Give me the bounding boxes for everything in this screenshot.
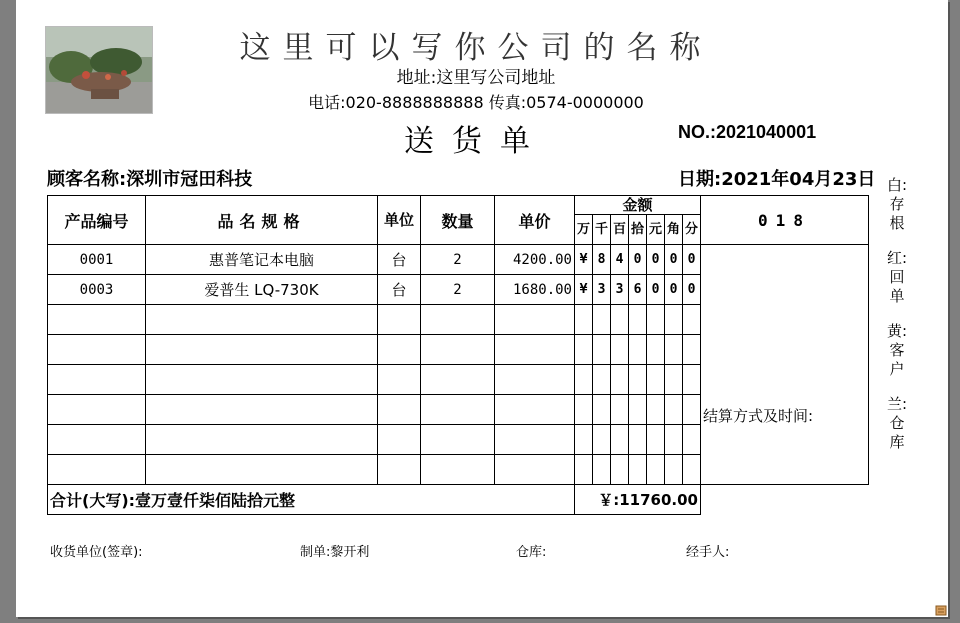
- document-date: 日期:2021年04月23日: [678, 169, 876, 190]
- customer-name: 顾客名称:深圳市冠田科技: [47, 169, 253, 190]
- header-qty: 数量: [421, 196, 495, 245]
- delivery-note-page: [16, 0, 948, 617]
- cell-digit: 3: [611, 275, 629, 305]
- settlement-label: 结算方式及时间:: [703, 407, 814, 425]
- delivery-table: [47, 195, 869, 515]
- side-note: 兰:仓库: [886, 395, 908, 451]
- total-row: [48, 485, 869, 515]
- cell-code: 0001: [48, 245, 146, 275]
- header-price: 单价: [495, 196, 575, 245]
- cell-digit: 6: [629, 275, 647, 305]
- digit-header: 百: [611, 215, 629, 245]
- cell-digit: 3: [593, 275, 611, 305]
- header-amount: 金额: [575, 196, 701, 215]
- cell-unit: 台: [378, 245, 421, 275]
- copy-color-notes: [886, 176, 908, 468]
- total-in-words: 合计(大写):壹万壹仟柒佰陆拾元整: [48, 485, 575, 515]
- cell-currency: ¥: [575, 275, 593, 305]
- digit-header: 千: [593, 215, 611, 245]
- cell-unit: 台: [378, 275, 421, 305]
- header-code: 产品编号: [48, 196, 146, 245]
- header-remark: 018: [701, 196, 869, 245]
- digit-header: 万: [575, 215, 593, 245]
- cell-digit: 0: [683, 275, 701, 305]
- side-note: 黄:客户: [886, 322, 908, 378]
- table-row: [48, 245, 869, 275]
- company-phone-fax: 电话:020-8888888888 传真:0574-0000000: [308, 93, 644, 112]
- cell-digit: 0: [683, 245, 701, 275]
- company-name: 这里可以写你公司的名称: [239, 30, 713, 66]
- cell-digit: 0: [665, 245, 683, 275]
- cell-price: 1680.00: [495, 275, 575, 305]
- digit-header: 分: [683, 215, 701, 245]
- resize-grip-icon[interactable]: [934, 603, 948, 617]
- cell-currency: ¥: [575, 245, 593, 275]
- footer-maker: 制单:黎开利: [300, 545, 370, 560]
- cell-name: 爱普生 LQ-730K: [146, 275, 378, 305]
- cell-qty: 2: [421, 275, 495, 305]
- cell-code: 0003: [48, 275, 146, 305]
- cell-digit: 8: [593, 245, 611, 275]
- cell-digit: 0: [647, 245, 665, 275]
- header-name: 品名规格: [146, 196, 378, 245]
- digit-header: 元: [647, 215, 665, 245]
- cell-digit: 0: [665, 275, 683, 305]
- footer-handler: 经手人:: [686, 545, 730, 560]
- cell-digit: 0: [647, 275, 665, 305]
- cell-qty: 2: [421, 245, 495, 275]
- digit-header: 拾: [629, 215, 647, 245]
- digit-header: 角: [665, 215, 683, 245]
- footer-receiver: 收货单位(签章):: [50, 545, 143, 560]
- header-unit: 单位: [378, 196, 421, 245]
- total-amount: ￥:11760.00: [575, 485, 701, 515]
- document-title: 送货单: [404, 124, 548, 159]
- company-address: 地址:这里写公司地址: [396, 68, 556, 88]
- cell-price: 4200.00: [495, 245, 575, 275]
- document-number: NO.:2021040001: [678, 122, 817, 142]
- cell-digit: 4: [611, 245, 629, 275]
- cell-name: 惠普笔记本电脑: [146, 245, 378, 275]
- side-note: 红:回单: [886, 249, 908, 305]
- settlement-cell: [701, 245, 869, 485]
- footer-warehouse: 仓库:: [516, 545, 547, 560]
- company-photo: [45, 26, 153, 114]
- side-note: 白:存根: [886, 176, 908, 232]
- cell-digit: 0: [629, 245, 647, 275]
